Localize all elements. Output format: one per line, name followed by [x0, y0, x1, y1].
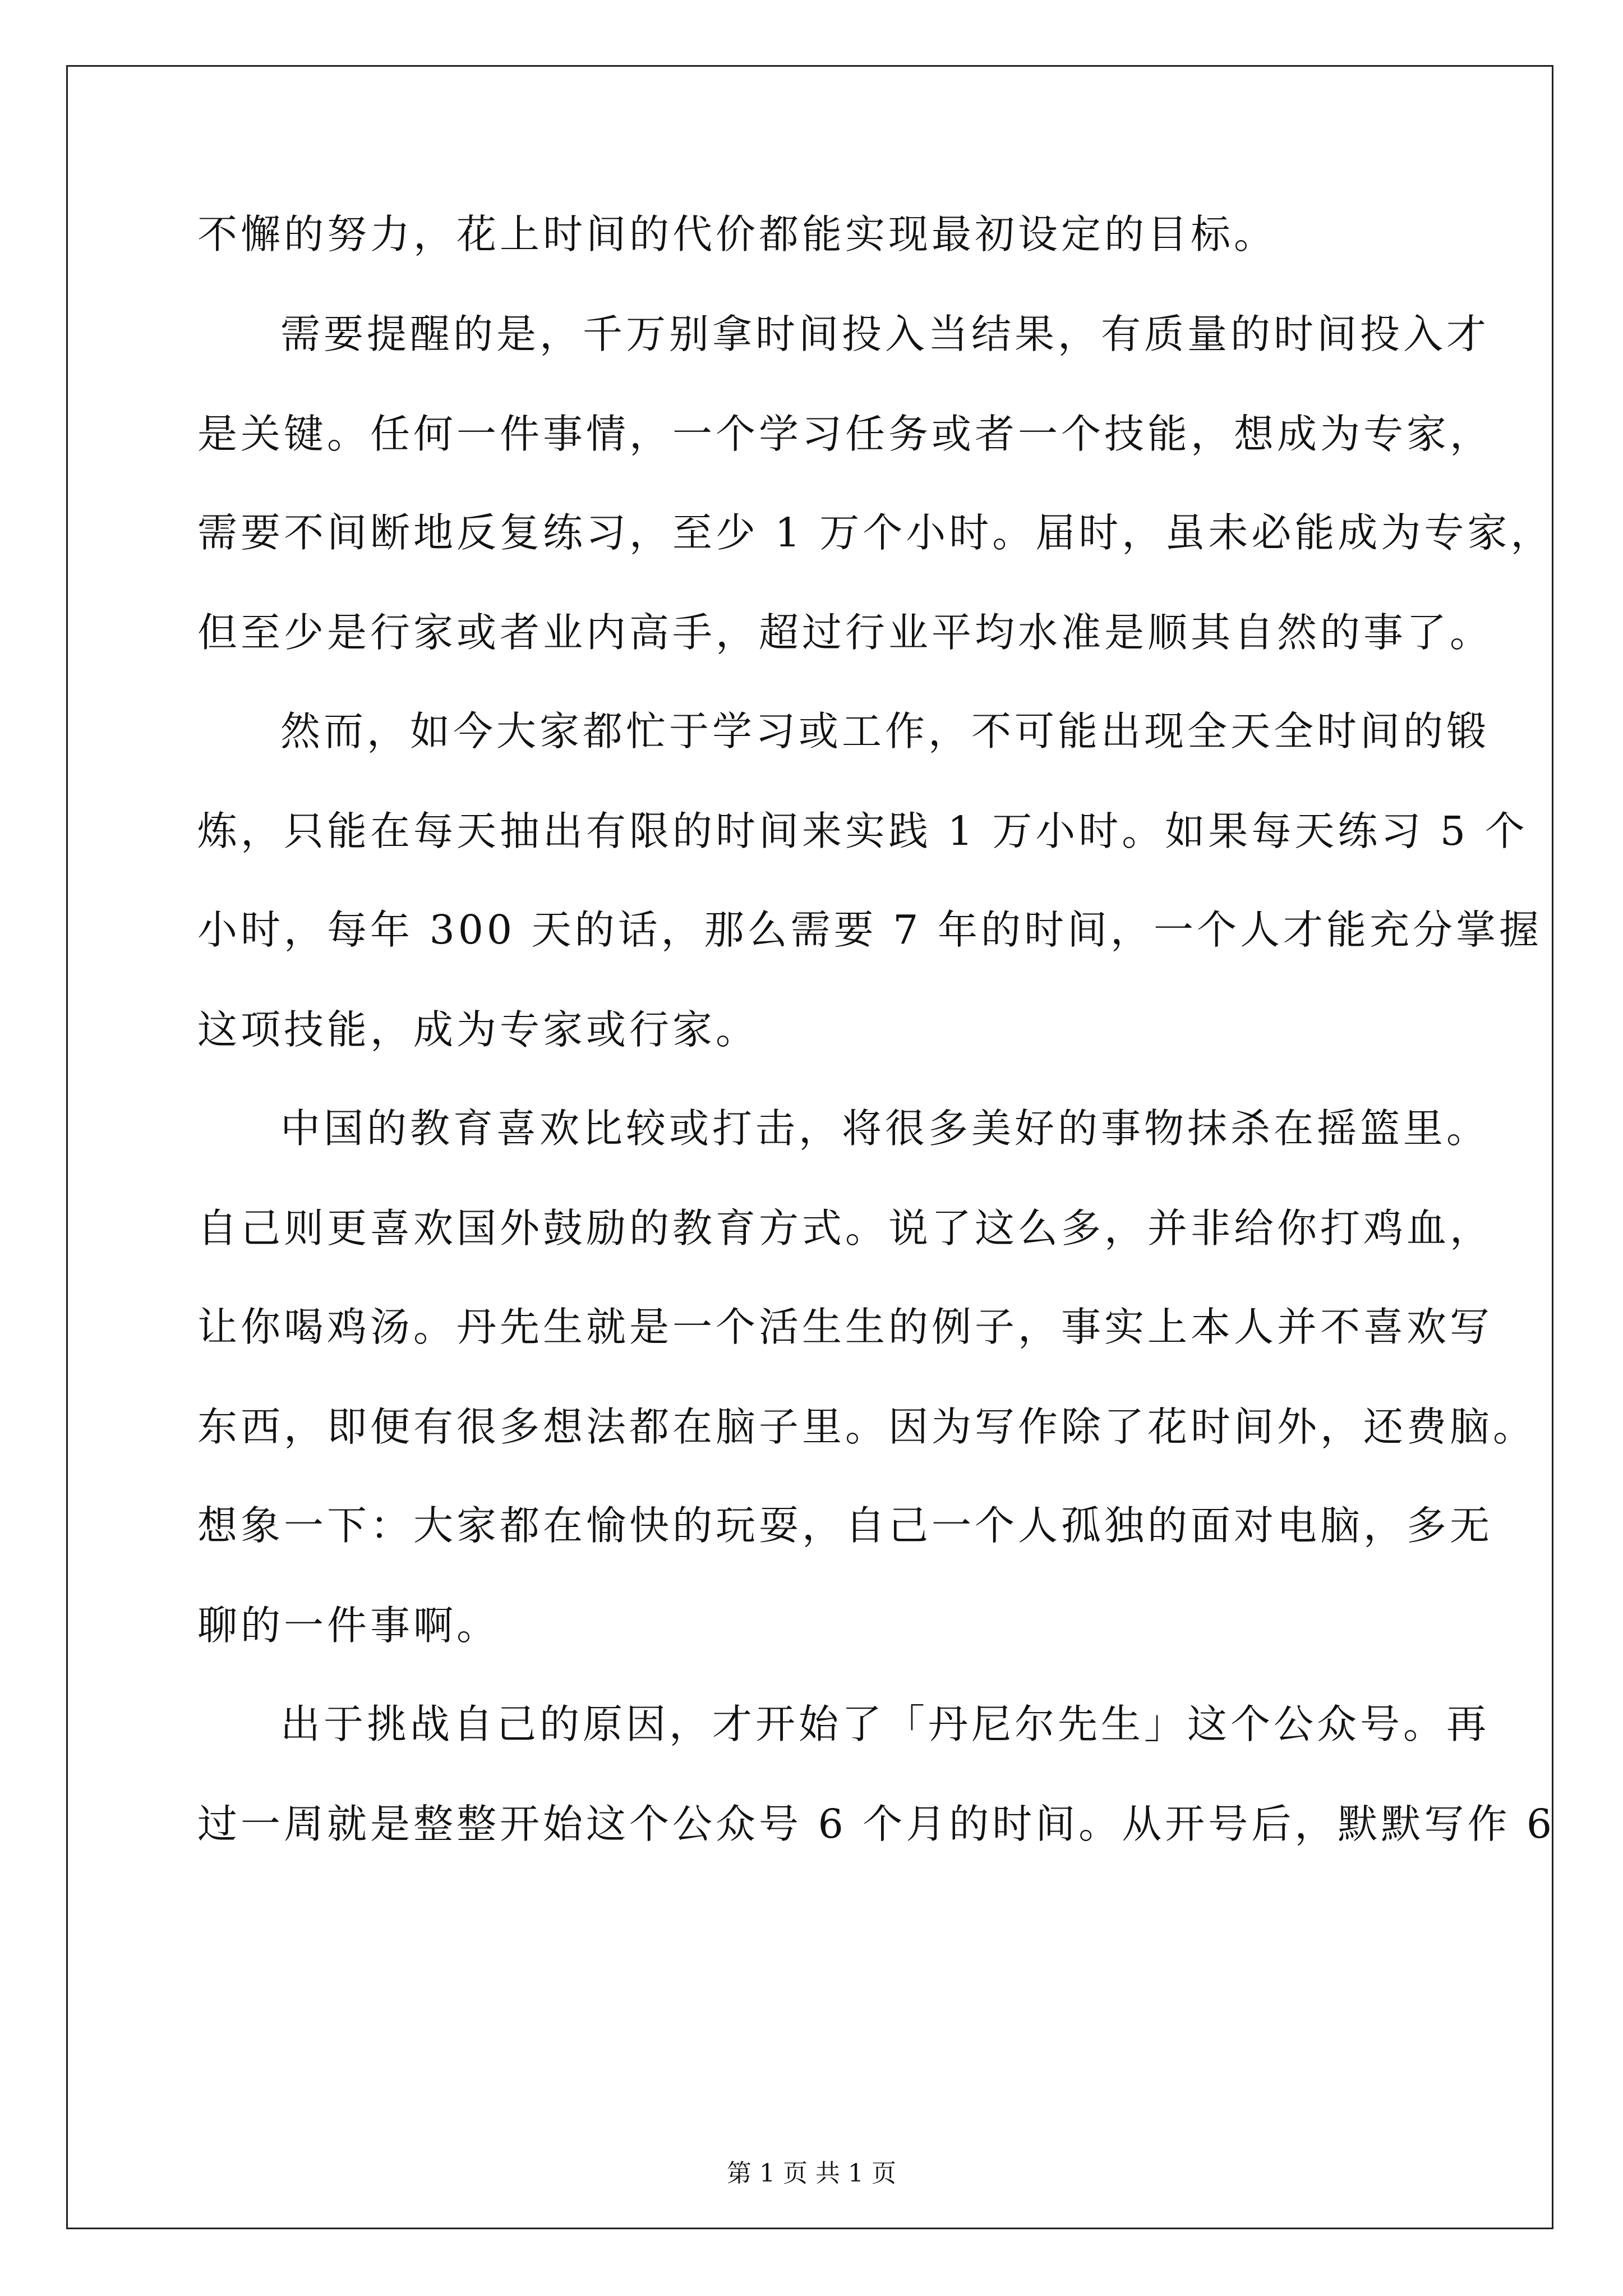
text-line: 小时，每年 300 天的话，那么需要 7 年的时间，一个人才能充分掌握	[197, 907, 1542, 953]
paragraph-first-line: 出于挑战自己的原因，才开始了「丹尼尔先生」这个公众号。再	[280, 1701, 1490, 1747]
paragraph-first-line: 中国的教育喜欢比较或打击，将很多美好的事物抹杀在摇篮里。	[280, 1105, 1490, 1152]
paragraph-first-line: 需要提醒的是，千万别拿时间投入当结果，有质量的时间投入才	[280, 311, 1490, 357]
text-line: 让你喝鸡汤。丹先生就是一个活生生的例子，事实上本人并不喜欢写	[197, 1304, 1493, 1350]
text-line: 聊的一件事啊。	[197, 1602, 500, 1649]
text-line: 不懈的努力，花上时间的代价都能实现最初设定的目标。	[197, 211, 1278, 257]
paragraph-first-line: 然而，如今大家都忙于学习或工作，不可能出现全天全时间的锻	[280, 708, 1490, 754]
page-footer: 第 1 页 共 1 页	[727, 2159, 896, 2188]
text-line: 是关键。任何一件事情，一个学习任务或者一个技能，想成为专家，	[197, 411, 1493, 457]
text-line: 想象一下：大家都在愉快的玩耍，自己一个人孤独的面对电脑，多无	[197, 1502, 1493, 1549]
text-line: 炼，只能在每天抽出有限的时间来实践 1 万小时。如果每天练习 5 个	[197, 808, 1528, 854]
text-line: 过一周就是整整开始这个公众号 6 个月的时间。从开号后，默默写作 6	[197, 1801, 1556, 1847]
text-line: 东西，即便有很多想法都在脑子里。因为写作除了花时间外，还费脑。	[197, 1404, 1537, 1450]
text-line: 需要不间断地反复练习，至少 1 万个小时。届时，虽未必能成为专家，	[197, 509, 1554, 556]
text-line: 但至少是行家或者业内高手，超过行业平均水准是顺其自然的事了。	[197, 609, 1493, 656]
text-line: 这项技能，成为专家或行家。	[197, 1006, 759, 1053]
text-line: 自己则更喜欢国外鼓励的教育方式。说了这么多，并非给你打鸡血，	[197, 1205, 1493, 1251]
